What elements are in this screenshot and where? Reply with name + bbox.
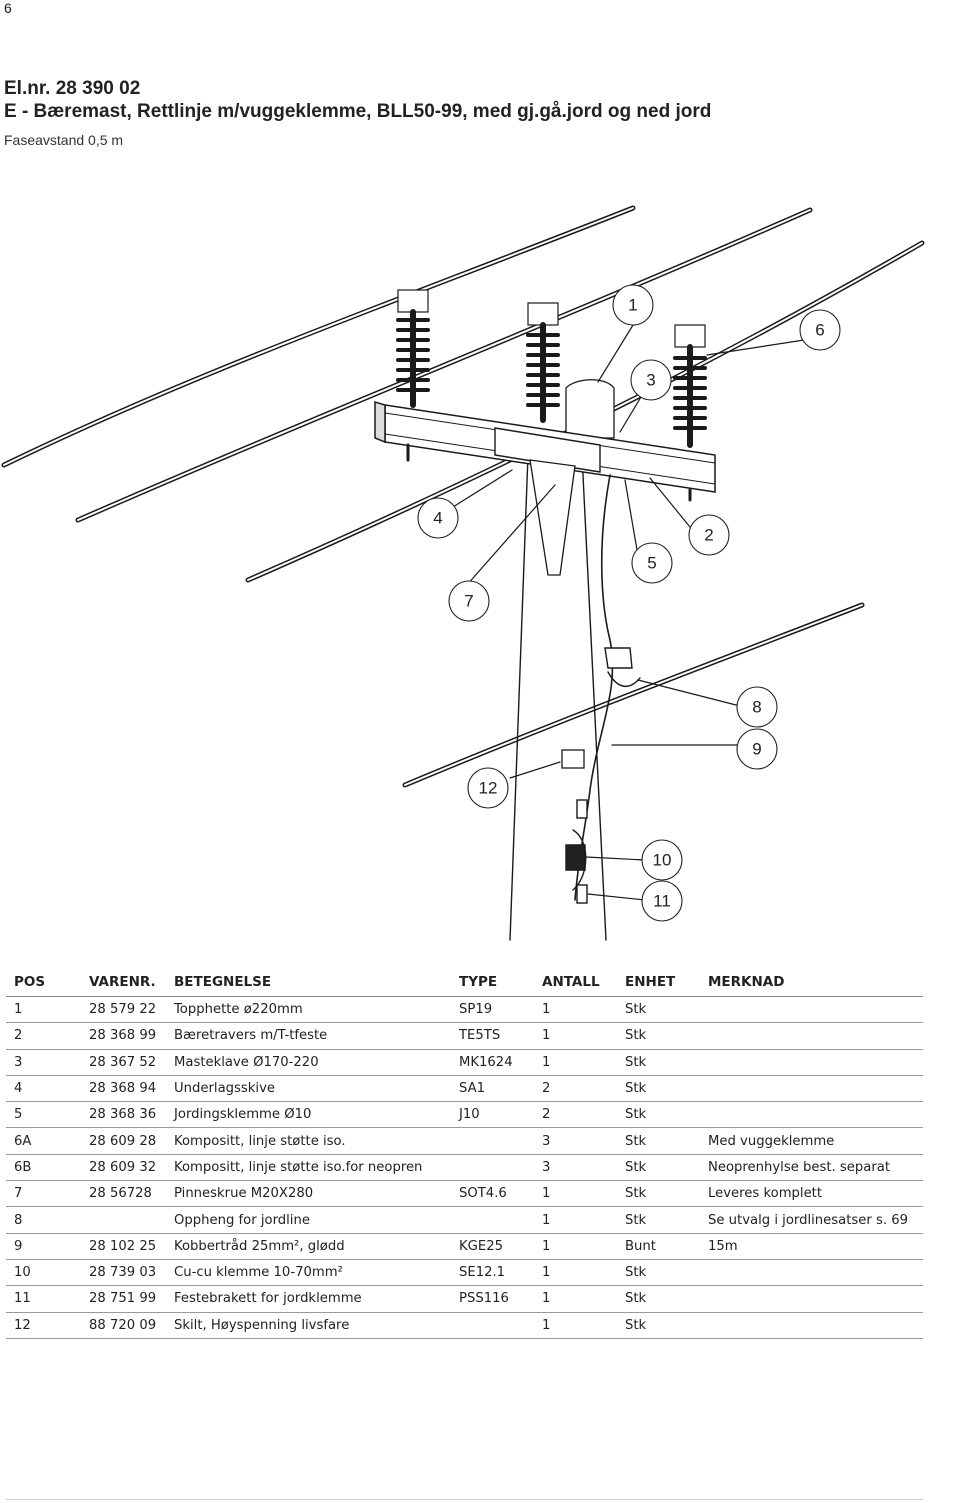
callout-4-label: 4 [433,508,443,528]
callout-1 [613,285,653,325]
cell-type: SA1 [451,1075,534,1101]
cell-varenr: 88 720 09 [81,1312,166,1338]
callout-2 [689,515,729,555]
cell-betegnelse: Pinneskrue M20X280 [166,1181,451,1207]
cell-varenr: 28 102 25 [81,1233,166,1259]
cell-type: SOT4.6 [451,1181,534,1207]
callout-8 [737,687,777,727]
cell-merknad: Med vuggeklemme [700,1128,923,1154]
cell-enhet: Bunt [617,1233,700,1259]
cell-pos: 7 [6,1181,81,1207]
assembly-drawing [0,200,960,960]
cell-antall: 1 [534,1207,617,1233]
cell-merknad [700,1102,923,1128]
cell-varenr: 28 579 22 [81,997,166,1023]
table-row [6,1154,923,1180]
column-header-betegnelse: BETEGNELSE [166,970,451,997]
callout-5-label: 5 [647,553,657,573]
cell-enhet: Stk [617,1259,700,1285]
callout-6-label: 6 [815,320,825,340]
cell-type: J10 [451,1102,534,1128]
cell-betegnelse: Kobbertråd 25mm², glødd [166,1233,451,1259]
cell-varenr: 28 368 99 [81,1023,166,1049]
cell-varenr: 28 368 36 [81,1102,166,1128]
callout-11 [642,881,682,921]
cell-merknad: Se utvalg i jordlinesatser s. 69 [700,1207,923,1233]
cell-type [451,1128,534,1154]
cell-varenr: 28 367 52 [81,1049,166,1075]
cell-pos: 6A [6,1128,81,1154]
parts-list-table [6,970,923,1339]
cell-enhet: Stk [617,1207,700,1233]
cell-enhet: Stk [617,1075,700,1101]
cell-enhet: Stk [617,1181,700,1207]
cell-varenr: 28 609 28 [81,1128,166,1154]
cell-antall: 2 [534,1075,617,1101]
cell-type: TE5TS [451,1023,534,1049]
cell-enhet: Stk [617,1128,700,1154]
cell-antall: 1 [534,1049,617,1075]
cell-type: SP19 [451,997,534,1023]
table-row [6,1102,923,1128]
cell-betegnelse: Skilt, Høyspenning livsfare [166,1312,451,1338]
cell-pos: 5 [6,1102,81,1128]
table-row [6,1181,923,1207]
cell-pos: 9 [6,1233,81,1259]
cell-merknad: Neoprenhylse best. separat [700,1154,923,1180]
cell-antall: 1 [534,1181,617,1207]
callout-10-label: 10 [652,850,672,870]
cell-type: MK1624 [451,1049,534,1075]
callout-2-label: 2 [704,525,714,545]
table-row [6,1075,923,1101]
cell-betegnelse: Underlagsskive [166,1075,451,1101]
column-header-merknad: MERKNAD [700,970,923,997]
cell-merknad [700,1075,923,1101]
cell-pos: 2 [6,1023,81,1049]
cell-betegnelse: Oppheng for jordline [166,1207,451,1233]
table-row [6,1286,923,1312]
cell-merknad: Leveres komplett [700,1181,923,1207]
table-row [6,1128,923,1154]
document-header [4,78,711,148]
callout-5 [632,543,672,583]
cell-enhet: Stk [617,1154,700,1180]
cell-antall: 1 [534,1312,617,1338]
cell-betegnelse: Cu-cu klemme 10-70mm² [166,1259,451,1285]
cell-enhet: Stk [617,1286,700,1312]
table-row [6,1259,923,1285]
cell-enhet: Stk [617,1049,700,1075]
table-row [6,1233,923,1259]
cell-type [451,1312,534,1338]
callout-8-label: 8 [752,697,762,717]
cell-antall: 1 [534,1286,617,1312]
callout-9-label: 9 [752,739,762,759]
cell-betegnelse: Kompositt, linje støtte iso. [166,1128,451,1154]
cell-betegnelse: Bæretravers m/T-tfeste [166,1023,451,1049]
cell-pos: 6B [6,1154,81,1180]
danger-sign [562,750,584,768]
cell-merknad [700,1259,923,1285]
item-number: El.nr. 28 390 02 [4,78,141,99]
cell-type: PSS116 [451,1286,534,1312]
cell-antall: 2 [534,1102,617,1128]
cell-betegnelse: Topphette ø220mm [166,997,451,1023]
table-row [6,1049,923,1075]
cell-betegnelse: Festebrakett for jordklemme [166,1286,451,1312]
cell-varenr: 28 56728 [81,1181,166,1207]
column-header-pos: POS [6,970,81,997]
cell-type: KGE25 [451,1233,534,1259]
pole-left-edge [510,455,528,940]
cell-pos: 10 [6,1259,81,1285]
cell-antall: 3 [534,1154,617,1180]
callout-7 [449,581,489,621]
cell-merknad [700,1286,923,1312]
table-row [6,1207,923,1233]
callout-6 [800,310,840,350]
cell-enhet: Stk [617,1312,700,1338]
document-subtitle: Faseavstand 0,5 m [4,132,124,148]
cell-varenr [81,1207,166,1233]
page-bottom-rule [6,1499,923,1500]
callout-7-label: 7 [464,591,474,611]
cell-varenr: 28 739 03 [81,1259,166,1285]
parts-list-body [6,997,923,1339]
cell-merknad [700,1023,923,1049]
callout-3-label: 3 [646,370,656,390]
cell-merknad [700,997,923,1023]
cell-pos: 1 [6,997,81,1023]
cell-varenr: 28 368 94 [81,1075,166,1101]
cell-type: SE12.1 [451,1259,534,1285]
table-header-row [6,970,923,997]
callout-3 [631,360,671,400]
cell-pos: 4 [6,1075,81,1101]
cell-merknad [700,1049,923,1075]
callout-10 [642,840,682,880]
column-header-varenr: VARENR. [81,970,166,997]
cell-antall: 3 [534,1128,617,1154]
cell-antall: 1 [534,1233,617,1259]
table-row [6,1312,923,1338]
cell-enhet: Stk [617,997,700,1023]
callout-11-label: 11 [653,891,671,911]
cell-betegnelse: Jordingsklemme Ø10 [166,1102,451,1128]
cell-type [451,1154,534,1180]
column-header-enhet: ENHET [617,970,700,997]
earth-wire-hanger [605,648,640,686]
insulator-middle [528,303,558,420]
cell-enhet: Stk [617,1102,700,1128]
cell-pos: 8 [6,1207,81,1233]
callout-9 [737,729,777,769]
pole-top-cap [566,380,614,438]
cell-merknad: 15m [700,1233,923,1259]
cell-pos: 11 [6,1286,81,1312]
cell-antall: 1 [534,1023,617,1049]
cell-betegnelse: Kompositt, linje støtte iso.for neopren [166,1154,451,1180]
table-row [6,1023,923,1049]
column-header-type: TYPE [451,970,534,997]
callout-4 [418,498,458,538]
cell-type [451,1207,534,1233]
earth-clamp-bracket [566,800,587,903]
page-number: 6 [4,0,12,16]
cell-pos: 3 [6,1049,81,1075]
cell-enhet: Stk [617,1023,700,1049]
callout-1-label: 1 [628,295,638,315]
cell-pos: 12 [6,1312,81,1338]
cell-betegnelse: Masteklave Ø170-220 [166,1049,451,1075]
cell-varenr: 28 609 32 [81,1154,166,1180]
cell-antall: 1 [534,997,617,1023]
cell-varenr: 28 751 99 [81,1286,166,1312]
callout-12 [468,768,508,808]
cell-antall: 1 [534,1259,617,1285]
cell-merknad [700,1312,923,1338]
column-header-antall: ANTALL [534,970,617,997]
callout-12-label: 12 [478,778,498,798]
table-row [6,997,923,1023]
document-title: E - Bæremast, Rettlinje m/vuggeklemme, BLL50-99, med gj.gå.jord og ned jord [4,101,712,122]
